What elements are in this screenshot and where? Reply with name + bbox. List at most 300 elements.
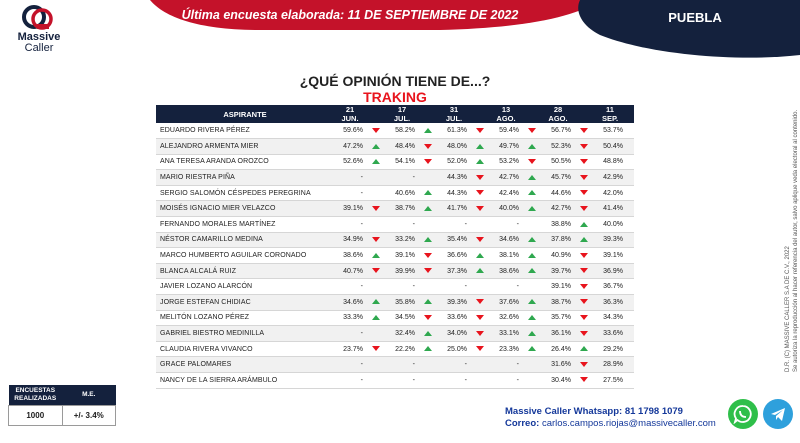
trend-cell <box>470 170 490 186</box>
trend-cell <box>366 139 386 155</box>
date-header: 17 JUL. <box>386 105 418 123</box>
trend-up-icon <box>372 299 380 304</box>
trend-down-icon <box>580 190 588 195</box>
table-body <box>156 123 634 388</box>
opinion-value: 50.4% <box>594 139 626 155</box>
opinion-value: 53.2% <box>490 154 522 170</box>
trend-down-icon <box>424 268 432 273</box>
trend-cell <box>522 373 542 389</box>
opinion-value: 54.1% <box>386 154 418 170</box>
trend-up-icon <box>528 331 536 336</box>
opinion-value: 39.3% <box>594 232 626 248</box>
trend-cell <box>574 185 594 201</box>
candidate-name: SERGIO SALOMÓN CÉSPEDES PEREGRINA <box>156 185 334 201</box>
trend-cell <box>522 357 542 373</box>
email-link[interactable]: carlos.campos.riojas@massivecaller.com <box>541 418 716 429</box>
candidate-name: JORGE ESTEFAN CHIDIAC <box>156 295 334 311</box>
opinion-value: - <box>334 326 366 342</box>
trend-up-icon <box>424 206 432 211</box>
trend-cell <box>366 279 386 295</box>
opinion-value: 58.2% <box>386 123 418 139</box>
trend-cell <box>522 170 542 186</box>
trend-cell <box>470 217 490 233</box>
opinion-value: 23.7% <box>334 341 366 357</box>
trend-cell <box>626 170 634 186</box>
opinion-value: 41.4% <box>594 201 626 217</box>
opinion-value: 28.9% <box>594 357 626 373</box>
trend-cell <box>522 123 542 139</box>
opinion-value: 36.3% <box>594 295 626 311</box>
opinion-value: 27.5% <box>594 373 626 389</box>
trend-cell <box>418 154 438 170</box>
trend-down-icon <box>372 346 380 351</box>
trend-cell <box>574 232 594 248</box>
trend-down-icon <box>372 128 380 133</box>
trend-up-icon <box>528 299 536 304</box>
date-header: 21 JUN. <box>334 105 366 123</box>
trend-cell <box>522 139 542 155</box>
table-row <box>156 263 634 279</box>
opinion-value: 38.7% <box>542 295 574 311</box>
opinion-value: 45.7% <box>542 170 574 186</box>
table-row <box>156 201 634 217</box>
trend-up-icon <box>580 222 588 227</box>
trend-cell <box>366 357 386 373</box>
trend-cell <box>574 170 594 186</box>
trend-cell <box>574 373 594 389</box>
opinion-value: 40.0% <box>490 201 522 217</box>
opinion-value: - <box>438 373 470 389</box>
opinion-value: - <box>490 373 522 389</box>
header-title: Última encuesta elaborada: 11 DE SEPTIEMBRE DE 2022 <box>181 8 519 22</box>
trend-up-icon <box>372 253 380 258</box>
trend-down-icon <box>580 331 588 336</box>
trend-cell <box>418 232 438 248</box>
opinion-value: 52.3% <box>542 139 574 155</box>
trend-cell <box>626 185 634 201</box>
copyright-line: D.R. (C) MASSIVE CALLER S.A DE C.V., 2022 <box>785 246 791 372</box>
trend-cell <box>574 357 594 373</box>
opinion-value: 39.1% <box>594 248 626 264</box>
opinion-value: 33.6% <box>438 310 470 326</box>
trend-cell <box>418 279 438 295</box>
candidate-name: ANA TERESA ARANDA OROZCO <box>156 154 334 170</box>
trend-cell <box>470 154 490 170</box>
trend-cell <box>574 123 594 139</box>
trend-cell <box>470 357 490 373</box>
opinion-value: 32.4% <box>386 326 418 342</box>
date-header-gap <box>418 105 438 123</box>
opinion-value: - <box>438 357 470 373</box>
trend-down-icon <box>580 284 588 289</box>
trend-up-icon <box>424 190 432 195</box>
table-row <box>156 170 634 186</box>
opinion-value: 41.7% <box>438 201 470 217</box>
opinion-value: 34.6% <box>334 295 366 311</box>
trend-cell <box>626 295 634 311</box>
trend-cell <box>366 326 386 342</box>
opinion-value: 42.9% <box>594 170 626 186</box>
trend-cell <box>366 154 386 170</box>
trend-down-icon <box>476 128 484 133</box>
trend-cell <box>574 310 594 326</box>
trend-cell <box>470 310 490 326</box>
trend-down-icon <box>580 128 588 133</box>
opinion-value: 39.7% <box>542 263 574 279</box>
trend-up-icon <box>424 331 432 336</box>
trend-cell <box>470 263 490 279</box>
opinion-value: - <box>490 357 522 373</box>
opinion-value: 34.3% <box>594 310 626 326</box>
massive-caller-logo <box>4 4 74 64</box>
trend-down-icon <box>580 299 588 304</box>
trend-down-icon <box>372 268 380 273</box>
trend-down-icon <box>424 315 432 320</box>
trend-cell <box>522 326 542 342</box>
trend-up-icon <box>528 237 536 242</box>
opinion-value: 40.7% <box>334 263 366 279</box>
trend-down-icon <box>580 253 588 258</box>
opinion-value: - <box>438 217 470 233</box>
opinion-value: 35.8% <box>386 295 418 311</box>
date-header-gap <box>470 105 490 123</box>
table-row <box>156 123 634 139</box>
trend-down-icon <box>580 159 588 164</box>
trend-cell <box>574 263 594 279</box>
trend-down-icon <box>424 144 432 149</box>
opinion-value: 26.4% <box>542 341 574 357</box>
opinion-value: 36.1% <box>542 326 574 342</box>
trend-up-icon <box>476 144 484 149</box>
trend-cell <box>522 341 542 357</box>
surveys-header: ENCUESTAS REALIZADAS <box>9 385 63 405</box>
trend-up-icon <box>528 206 536 211</box>
trend-up-icon <box>528 346 536 351</box>
table-row <box>156 139 634 155</box>
trend-cell <box>418 341 438 357</box>
trend-cell <box>418 139 438 155</box>
trend-down-icon <box>476 299 484 304</box>
opinion-value: 42.0% <box>594 185 626 201</box>
opinion-value: 25.0% <box>438 341 470 357</box>
copyright-notice <box>784 72 800 372</box>
logo-name: Massive <box>17 31 61 43</box>
date-header-gap <box>522 105 542 123</box>
trend-up-icon <box>528 268 536 273</box>
opinion-value: - <box>386 357 418 373</box>
opinion-value: 44.6% <box>542 185 574 201</box>
trend-cell <box>366 232 386 248</box>
trend-up-icon <box>528 190 536 195</box>
opinion-value: - <box>334 357 366 373</box>
trend-cell <box>470 232 490 248</box>
trend-cell <box>366 201 386 217</box>
opinion-value: 34.0% <box>438 326 470 342</box>
trend-cell <box>366 295 386 311</box>
opinion-value: - <box>490 279 522 295</box>
candidate-name: NANCY DE LA SIERRA ARÁMBULO <box>156 373 334 389</box>
trend-cell <box>522 232 542 248</box>
trend-down-icon <box>476 346 484 351</box>
opinion-value: - <box>386 217 418 233</box>
opinion-value: 40.9% <box>542 248 574 264</box>
opinion-value: - <box>334 185 366 201</box>
opinion-value: 39.1% <box>334 201 366 217</box>
trend-cell <box>418 201 438 217</box>
trend-cell <box>522 201 542 217</box>
trend-down-icon <box>580 144 588 149</box>
opinion-value: 61.3% <box>438 123 470 139</box>
table-row <box>156 373 634 389</box>
trend-cell <box>522 310 542 326</box>
trend-down-icon <box>476 175 484 180</box>
opinion-value: 30.4% <box>542 373 574 389</box>
trend-cell <box>366 217 386 233</box>
trend-down-icon <box>372 206 380 211</box>
date-header-gap <box>366 105 386 123</box>
trend-cell <box>574 201 594 217</box>
trend-cell <box>418 248 438 264</box>
trend-cell <box>574 341 594 357</box>
opinion-value: 31.6% <box>542 357 574 373</box>
opinion-value: 44.3% <box>438 185 470 201</box>
trend-cell <box>626 139 634 155</box>
table-row <box>156 310 634 326</box>
opinion-value: 37.3% <box>438 263 470 279</box>
trend-cell <box>470 326 490 342</box>
table-row <box>156 232 634 248</box>
opinion-value: 39.1% <box>386 248 418 264</box>
contact-info <box>505 406 735 430</box>
trend-cell <box>522 279 542 295</box>
trend-up-icon <box>528 144 536 149</box>
opinion-value: 36.6% <box>438 248 470 264</box>
opinion-value: - <box>386 373 418 389</box>
opinion-value: - <box>334 170 366 186</box>
opinion-value: 39.3% <box>438 295 470 311</box>
candidate-name: JAVIER LOZANO ALARCÓN <box>156 279 334 295</box>
opinion-value: 52.0% <box>438 154 470 170</box>
email-label: Correo: <box>505 418 540 429</box>
table-row <box>156 357 634 373</box>
opinion-value: 39.9% <box>386 263 418 279</box>
trend-down-icon <box>476 190 484 195</box>
trend-cell <box>470 139 490 155</box>
trend-cell <box>366 170 386 186</box>
trend-down-icon <box>476 206 484 211</box>
candidate-name: FERNANDO MORALES MARTÍNEZ <box>156 217 334 233</box>
trend-cell <box>418 326 438 342</box>
trend-cell <box>366 123 386 139</box>
opinion-value: 35.4% <box>438 232 470 248</box>
opinion-value: 38.7% <box>386 201 418 217</box>
opinion-value: 34.9% <box>334 232 366 248</box>
opinion-value: 40.0% <box>594 217 626 233</box>
opinion-value: 47.2% <box>334 139 366 155</box>
trend-cell <box>574 326 594 342</box>
date-header: 28 AGO. <box>542 105 574 123</box>
trend-down-icon <box>424 253 432 258</box>
trend-cell <box>366 310 386 326</box>
table-row <box>156 154 634 170</box>
trend-up-icon <box>580 346 588 351</box>
trend-up-icon <box>528 253 536 258</box>
trend-down-icon <box>580 268 588 273</box>
opinion-value: 59.6% <box>334 123 366 139</box>
trend-cell <box>626 123 634 139</box>
opinion-value: 29.2% <box>594 341 626 357</box>
trend-cell <box>522 217 542 233</box>
trend-cell <box>626 326 634 342</box>
opinion-value: 44.3% <box>438 170 470 186</box>
trend-cell <box>574 295 594 311</box>
trend-up-icon <box>372 315 380 320</box>
table-row <box>156 341 634 357</box>
question-title: ¿QUÉ OPINIÓN TIENE DE...? <box>299 73 491 89</box>
trend-cell <box>366 341 386 357</box>
logo-mark-icon <box>20 4 54 32</box>
opinion-value: 59.4% <box>490 123 522 139</box>
candidate-column-header: ASPIRANTE <box>156 105 334 123</box>
candidate-name: CLAUDIA RIVERA VIVANCO <box>156 341 334 357</box>
candidate-name: GRACE PALOMARES <box>156 357 334 373</box>
trend-cell <box>418 217 438 233</box>
date-header: 11 SEP. <box>594 105 626 123</box>
trend-down-icon <box>580 377 588 382</box>
table-row <box>156 185 634 201</box>
opinion-value: 38.1% <box>490 248 522 264</box>
trend-cell <box>574 279 594 295</box>
trend-cell <box>626 357 634 373</box>
trend-cell <box>574 248 594 264</box>
opinion-value: 38.6% <box>490 263 522 279</box>
opinion-value: 35.7% <box>542 310 574 326</box>
opinion-value: 48.8% <box>594 154 626 170</box>
state-label: PUEBLA <box>668 10 722 25</box>
candidate-name: GABRIEL BIESTRO MEDINILLA <box>156 326 334 342</box>
trend-cell <box>470 123 490 139</box>
trend-up-icon <box>476 159 484 164</box>
opinion-value: - <box>438 279 470 295</box>
trend-cell <box>418 357 438 373</box>
opinion-value: 56.7% <box>542 123 574 139</box>
table-row <box>156 295 634 311</box>
whatsapp-icon[interactable] <box>728 399 758 429</box>
trend-down-icon <box>476 315 484 320</box>
trend-cell <box>626 217 634 233</box>
opinion-value: 39.1% <box>542 279 574 295</box>
trend-cell <box>626 154 634 170</box>
trend-up-icon <box>424 346 432 351</box>
table-header-row <box>156 105 634 123</box>
date-header: 31 JUL. <box>438 105 470 123</box>
trend-cell <box>522 263 542 279</box>
telegram-icon[interactable] <box>763 399 793 429</box>
trend-cell <box>366 185 386 201</box>
trend-down-icon <box>476 237 484 242</box>
trend-cell <box>626 341 634 357</box>
opinion-value: 33.6% <box>594 326 626 342</box>
trend-up-icon <box>372 144 380 149</box>
trend-cell <box>626 279 634 295</box>
opinion-value: - <box>386 279 418 295</box>
opinion-value: 42.4% <box>490 185 522 201</box>
trend-cell <box>418 310 438 326</box>
surveys-count: 1000 <box>9 405 63 425</box>
opinion-value: - <box>386 170 418 186</box>
trend-cell <box>366 263 386 279</box>
opinion-value: 37.8% <box>542 232 574 248</box>
opinion-value: 38.6% <box>334 248 366 264</box>
opinion-value: 22.2% <box>386 341 418 357</box>
trend-cell <box>418 123 438 139</box>
candidate-name: MELITÓN LOZANO PÉREZ <box>156 310 334 326</box>
trend-cell <box>522 295 542 311</box>
trend-cell <box>626 232 634 248</box>
margin-error-value: +/- 3.4% <box>62 405 116 425</box>
reproduction-line: Se autoriza la reproducción al hacer referencia del autor, salvo aplique veda electoral al contenido. <box>793 109 799 372</box>
trend-up-icon <box>424 299 432 304</box>
table-row <box>156 279 634 295</box>
trend-cell <box>418 373 438 389</box>
opinion-value: - <box>334 279 366 295</box>
opinion-value: 34.5% <box>386 310 418 326</box>
trend-cell <box>626 248 634 264</box>
date-header: 13 AGO. <box>490 105 522 123</box>
trend-cell <box>470 373 490 389</box>
opinion-value: 42.7% <box>542 201 574 217</box>
trend-cell <box>574 154 594 170</box>
trend-down-icon <box>580 315 588 320</box>
candidate-name: NÉSTOR CAMARILLO MEDINA <box>156 232 334 248</box>
trend-cell <box>522 248 542 264</box>
candidate-name: BLANCA ALCALÁ RUIZ <box>156 263 334 279</box>
opinion-value: 50.5% <box>542 154 574 170</box>
opinion-value: 32.6% <box>490 310 522 326</box>
table-row <box>156 326 634 342</box>
trend-cell <box>418 295 438 311</box>
opinion-value: 48.4% <box>386 139 418 155</box>
trend-up-icon <box>580 237 588 242</box>
opinion-value: 36.7% <box>594 279 626 295</box>
date-header-gap <box>626 105 634 123</box>
trend-cell <box>626 373 634 389</box>
trend-cell <box>470 248 490 264</box>
opinion-value: 37.6% <box>490 295 522 311</box>
candidate-name: MARCO HUMBERTO AGUILAR CORONADO <box>156 248 334 264</box>
opinion-value: 34.6% <box>490 232 522 248</box>
candidate-name: MARIO RIESTRA PIÑA <box>156 170 334 186</box>
opinion-value: 33.3% <box>334 310 366 326</box>
opinion-value: - <box>490 217 522 233</box>
trend-cell <box>470 295 490 311</box>
opinion-value: 48.0% <box>438 139 470 155</box>
opinion-value: 36.9% <box>594 263 626 279</box>
trend-down-icon <box>580 362 588 367</box>
table-row <box>156 248 634 264</box>
trend-up-icon <box>528 315 536 320</box>
opinion-value: 53.7% <box>594 123 626 139</box>
candidate-name: EDUARDO RIVERA PÉREZ <box>156 123 334 139</box>
trend-down-icon <box>528 159 536 164</box>
opinion-value: 52.6% <box>334 154 366 170</box>
trend-up-icon <box>476 253 484 258</box>
trend-up-icon <box>528 175 536 180</box>
opinion-value: - <box>334 217 366 233</box>
trend-cell <box>366 373 386 389</box>
trend-down-icon <box>372 237 380 242</box>
whatsapp-contact[interactable]: Massive Caller Whatsapp: 81 1798 1079 <box>505 406 683 417</box>
